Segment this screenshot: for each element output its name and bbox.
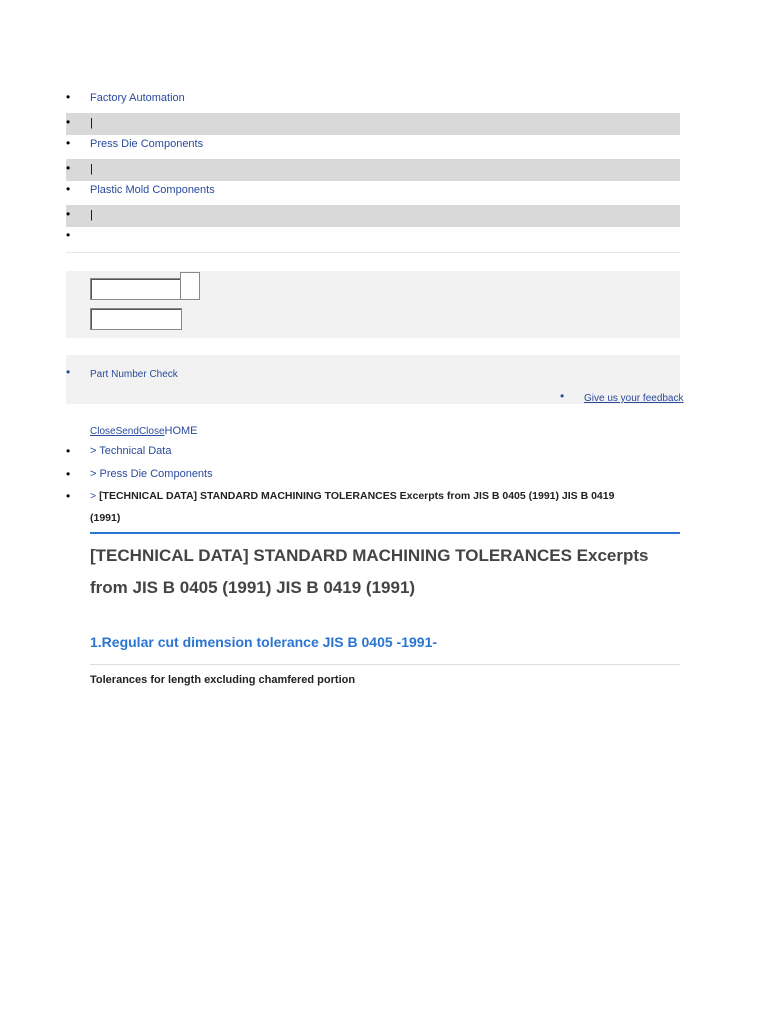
nav-link-press-die-components[interactable]: Press Die Components — [90, 138, 204, 150]
bullet-icon: • — [66, 489, 71, 503]
section-heading: 1.Regular cut dimension tolerance JIS B 0405 -1991- — [90, 634, 438, 650]
nav-item-plastic-mold — [66, 180, 680, 202]
bullet-icon: • — [66, 182, 71, 196]
breadcrumb-current-label-cont: (1991) — [90, 512, 121, 524]
send-link[interactable]: Send — [115, 426, 139, 437]
bullet-icon: • — [560, 389, 565, 403]
nav-link-plastic-mold-components[interactable]: Plastic Mold Components — [90, 184, 215, 196]
nav-empty-item — [66, 226, 680, 248]
table-subheading: Tolerances for length excluding chamfered portion — [90, 674, 356, 686]
breadcrumb-arrow: > — [90, 445, 97, 457]
nav-separator-row — [66, 205, 680, 227]
nav-separator: | — [90, 163, 93, 175]
home-link[interactable]: HOME — [164, 425, 198, 437]
close-link[interactable]: Close — [138, 426, 165, 437]
breadcrumb-current-label: [TECHNICAL DATA] STANDARD MACHINING TOLERANCES Excerpts from JIS B 0405 (1991) JIS B 0419 — [99, 490, 615, 502]
bullet-icon: • — [66, 207, 71, 221]
nav-separator-row — [66, 113, 680, 135]
bullet-icon: • — [66, 90, 71, 104]
breadcrumb-technical-data[interactable]: Technical Data — [99, 445, 172, 457]
bullet-icon: • — [66, 115, 71, 129]
part-number-panel — [66, 355, 684, 404]
search-panel — [66, 271, 680, 338]
bullet-icon: • — [66, 467, 71, 481]
part-number-check-link[interactable]: Part Number Check — [90, 369, 178, 380]
secondary-input[interactable] — [90, 308, 182, 330]
nav-separator: | — [90, 117, 93, 129]
section-divider — [90, 664, 680, 665]
breadcrumb-arrow: > — [90, 468, 97, 480]
divider — [66, 252, 680, 253]
bullet-icon: • — [66, 365, 71, 379]
breadcrumb-current-cont — [90, 512, 120, 524]
search-button[interactable] — [180, 272, 200, 300]
nav-separator-row — [66, 159, 680, 181]
breadcrumb-item — [90, 445, 171, 457]
bullet-icon: • — [66, 161, 71, 175]
breadcrumb-arrow: > — [90, 490, 97, 502]
title-divider — [90, 532, 680, 534]
nav-item-factory-automation — [66, 88, 680, 110]
nav-item-press-die — [66, 134, 680, 156]
bullet-icon: • — [66, 136, 71, 150]
action-links — [90, 421, 198, 439]
search-input[interactable] — [90, 278, 182, 300]
nav-separator: | — [90, 209, 93, 221]
breadcrumb-item — [90, 468, 213, 480]
nav-link-factory-automation[interactable]: Factory Automation — [90, 92, 185, 104]
bullet-icon: • — [66, 228, 71, 242]
close-link[interactable]: Close — [90, 426, 116, 437]
breadcrumb-press-die-components[interactable]: Press Die Components — [99, 468, 213, 480]
feedback-link[interactable]: Give us your feedback — [584, 393, 684, 404]
bullet-icon: • — [66, 444, 71, 458]
page-title: [TECHNICAL DATA] STANDARD MACHINING TOLERANCES Excerpts from JIS B 0405 (1991) JIS B 0419 (1991) — [90, 546, 649, 597]
breadcrumb-current — [90, 490, 614, 502]
